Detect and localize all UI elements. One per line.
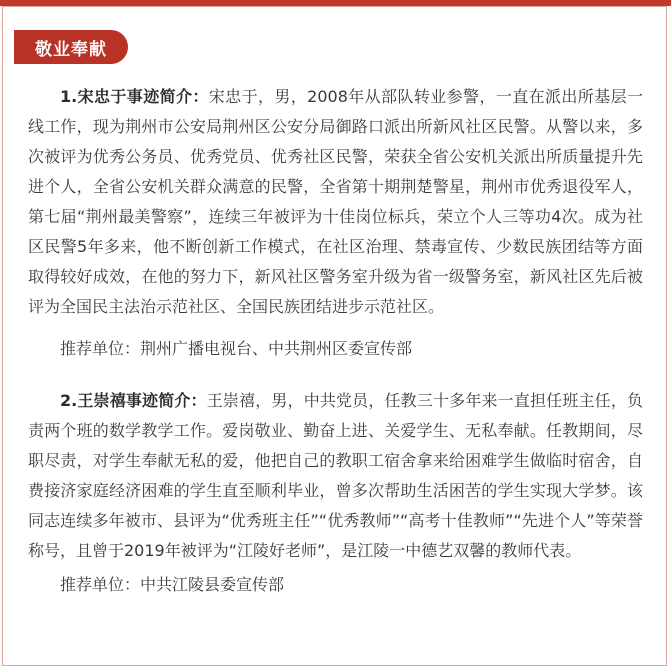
entry-2-heading: 2.王崇禧事迹简介： <box>60 391 207 410</box>
entry-1-recommend: 推荐单位：荆州广播电视台、中共荆州区委宣传部 <box>60 339 413 358</box>
entry-2-body: 王崇禧，男，中共党员，任教三十多年来一直担任班主任，负责两个班的数学教学工作。爱岗敬业、勤奋上进、关爱学生、无私奉献。任教期间，尽职尽责，对学生奉献无私的爱，他把自己的教职工宿舍拿来给困难学生做临时宿舍，自费接济家庭经济困难的学生直至顺利毕业，曾多次帮助生活困苦的学生实现大学梦。该同志连续多年被市、县评为“优秀班主任”“优秀教师”“高考十佳教师”“先进个人”等荣誉称号，且曾于2019年被评为“江陵好老师”，是江陵一中德艺双馨的教师代表。 <box>28 391 643 560</box>
article-content <box>28 82 643 600</box>
spacer <box>28 364 643 386</box>
entry-2-recommend: 推荐单位：中共江陵县委宣传部 <box>60 575 285 594</box>
entry-1-body: 宋忠于，男，2008年从部队转业参警，一直在派出所基层一线工作，现为荆州市公安局荆州区公安分局御路口派出所新风社区民警。从警以来，多次被评为优秀公务员、优秀党员、优秀社区民警，荣获全省公安机关派出所质量提升先进个人，全省公安机关群众满意的民警，全省第十期荆楚警星，荆州市优秀退役军人，第七届“荆州最美警察”，连续三年被评为十佳岗位标兵，荣立个人三等功4次。成为社区民警5年多来，他不断创新工作模式，在社区治理、禁毒宣传、少数民族团结等方面取得较好成效，在他的努力下，新风社区警务室升级为省一级警务室，新风社区先后被评为全国民主法治示范社区、全国民族团结进步示范社区。 <box>28 87 643 316</box>
entry-1-paragraph <box>28 82 643 322</box>
entry-2-paragraph <box>28 386 643 566</box>
entry-1-heading: 1.宋忠于事迹简介： <box>60 87 209 106</box>
section-tab: 敬业奉献 <box>14 30 128 64</box>
